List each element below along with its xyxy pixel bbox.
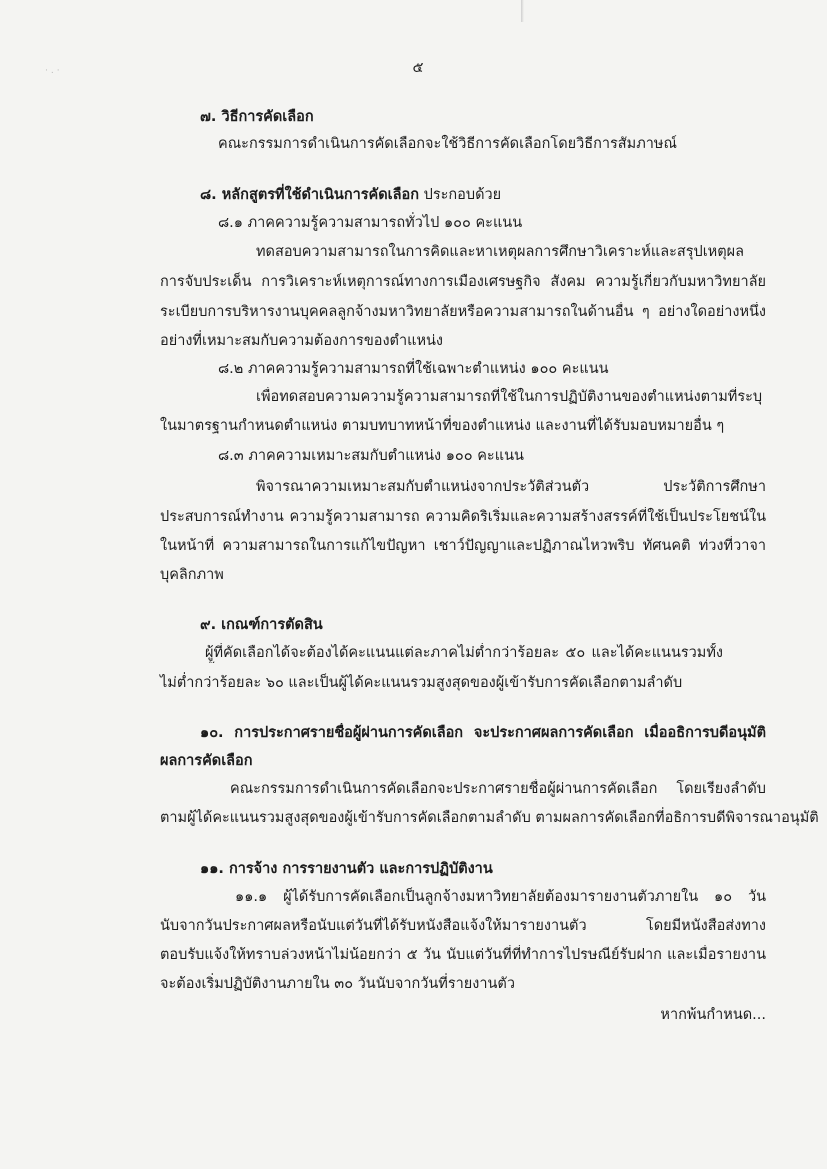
section-11-line: จะต้องเริ่มปฏิบัติงานภายใน ๓๐ วันนับจากวันที่รายงานตัว xyxy=(160,976,515,992)
section-8-2-title: ๘.๒ ภาคความรู้ความสามารถที่ใช้เฉพาะตำแหน่ง ๑๐๐ คะแนน xyxy=(218,361,609,377)
section-8-3-line: พิจารณาความเหมาะสมกับตำแหน่งจากประวัติส่วนตัว ประวัติการศึกษา xyxy=(256,479,766,495)
continuation-note: หากพ้นกำหนด... xyxy=(660,1007,766,1023)
section-8-3-title: ๘.๓ ภาคความเหมาะสมกับตำแหน่ง ๑๐๐ คะแนน xyxy=(218,448,524,464)
section-9-heading: ๙. เกณฑ์การตัดสิน xyxy=(200,617,323,633)
section-8-2-line: เพื่อทดสอบความความรู้ความสามารถที่ใช้ในการปฏิบัติงานของตำแหน่งตามที่ระบุ xyxy=(256,389,763,405)
section-9-line: ไม่ต่ำกว่าร้อยละ ๖๐ และเป็นผู้ได้คะแนนรวมสูงสุดของผู้เข้ารับการคัดเลือกตามลำดับ xyxy=(160,675,683,691)
section-8-3-line: ประสบการณ์ทำงาน ความรู้ความสามารถ ความคิดริเริ่มและความสร้างสรรค์ที่ใช้เป็นประโยชน์ใน xyxy=(160,509,766,525)
section-8-1-line: การจับประเด็น การวิเคราะห์เหตุการณ์ทางการเมืองเศรษฐกิจ สังคม ความรู้เกี่ยวกับมหาวิทยาลัย xyxy=(160,274,766,290)
section-8-1-line: อย่างที่เหมาะสมกับความต้องการของตำแหน่ง xyxy=(160,333,443,349)
section-11-line: นับจากวันประกาศผลหรือนับแต่วันที่ได้รับหนังสือแจ้งให้มารายงานตัว โดยมีหนังสือส่งทาง xyxy=(160,918,766,934)
page-number: ๕ xyxy=(412,60,424,76)
section-10-heading: ๑๐. การประกาศรายชื่อผู้ผ่านการคัดเลือก จะประกาศผลการคัดเลือก เมื่ออธิการบดีอนุมัติ xyxy=(200,725,766,741)
section-8-1-title: ๘.๑ ภาคความรู้ความสามารถทั่วไป ๑๐๐ คะแนน xyxy=(218,215,523,231)
section-11-heading: ๑๑. การจ้าง การรายงานตัว และการปฏิบัติงาน xyxy=(200,861,493,877)
section-11-line: ๑๑.๑ ผู้ได้รับการคัดเลือกเป็นลูกจ้างมหาวิทยาลัยต้องมารายงานตัวภายใน ๑๐ วัน xyxy=(235,889,766,905)
section-11-line: ตอบรับแจ้งให้ทราบล่วงหน้าไม่น้อยกว่า ๕ วัน นับแต่วันที่ที่ทำการไปรษณีย์รับฝาก และเมื่อรายงาน xyxy=(160,947,766,963)
section-9-line: ผู้ที่คัดเลือกได้จะต้องได้คะแนนแต่ละภาคไม่ต่ำกว่าร้อยละ ๕๐ และได้คะแนนรวมทั้ง xyxy=(205,645,723,661)
section-8-1-line: ระเบียบการบริหารงานบุคคลลูกจ้างมหาวิทยาลัยหรือความสามารถในด้านอื่น ๆ อย่างใดอย่างหนึ่ง xyxy=(160,304,766,320)
section-10-heading-cont: ผลการคัดเลือก xyxy=(160,753,253,769)
section-7-heading: ๗. วิธีการคัดเลือก xyxy=(200,109,314,125)
section-7-body: คณะกรรมการดำเนินการคัดเลือกจะใช้วิธีการคัดเลือกโดยวิธีการสัมภาษณ์ xyxy=(218,136,677,152)
section-8-heading: ๘. หลักสูตรที่ใช้ดำเนินการคัดเลือก xyxy=(200,187,419,203)
section-8-3-line: บุคลิกภาพ xyxy=(160,567,224,583)
section-10-line: คณะกรรมการดำเนินการคัดเลือกจะประกาศรายชื่อผู้ผ่านการคัดเลือก โดยเรียงลำดับ xyxy=(230,781,766,797)
section-8-heading-line xyxy=(200,185,501,205)
section-8-heading-tail: ประกอบด้วย xyxy=(419,187,502,203)
paper-fold-mark xyxy=(521,0,524,22)
scan-specks: ·.· xyxy=(45,66,63,76)
section-8-1-line: ทดสอบความสามารถในการคิดและหาเหตุผลการศึกษาวิเคราะห์และสรุปเหตุผล xyxy=(256,244,745,260)
section-8-2-line: ในมาตรฐานกำหนดตำแหน่ง ตามบทบาทหน้าที่ของตำแหน่ง และงานที่ได้รับมอบหมายอื่น ๆ xyxy=(160,418,725,434)
section-8-3-line: ในหน้าที่ ความสามารถในการแก้ไขปัญหา เชาว์ปัญญาและปฏิภาณไหวพริบ ทัศนคติ ท่วงที่วาจา xyxy=(160,538,766,554)
section-10-line: ตามผู้ได้คะแนนรวมสูงสุดของผู้เข้ารับการคัดเลือกตามลำดับ ตามผลการคัดเลือกที่อธิการบดีพิจารณาอนุมัติ xyxy=(160,810,819,826)
